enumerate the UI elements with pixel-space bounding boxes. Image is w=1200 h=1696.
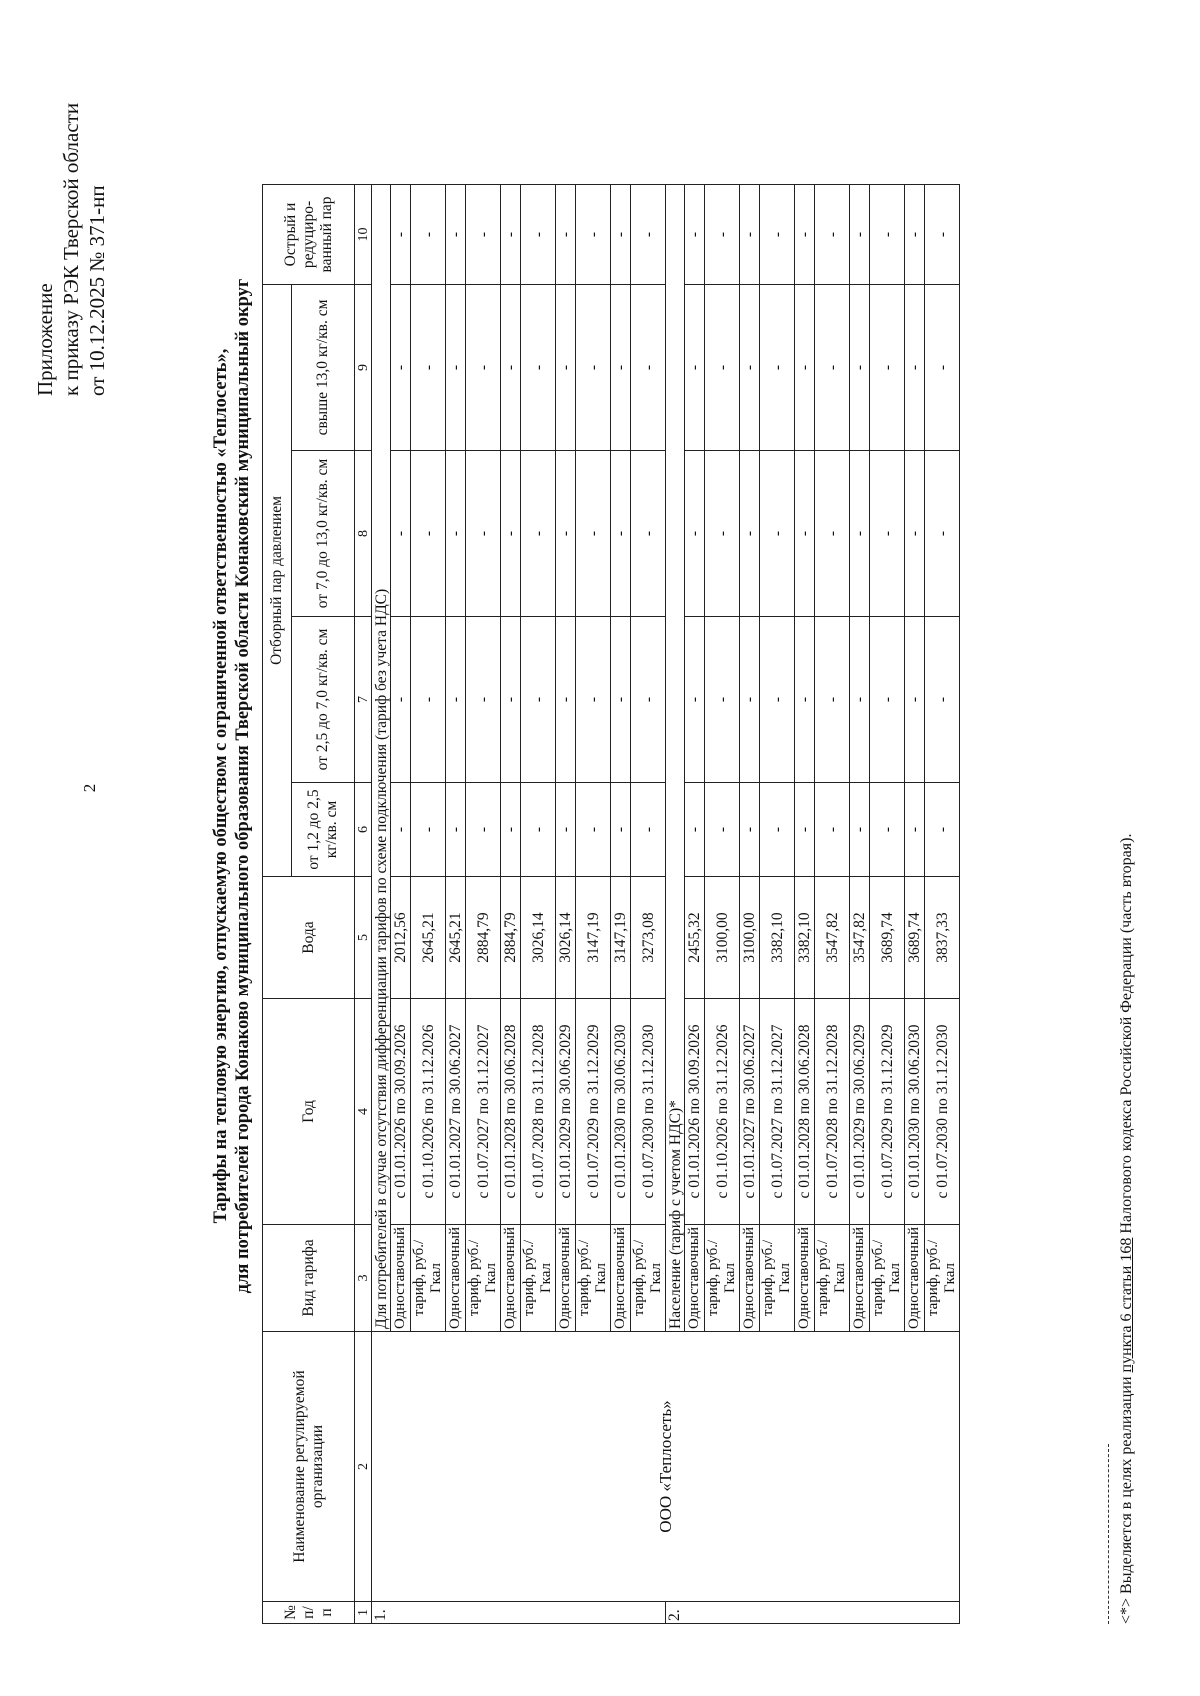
pressure-4-value: - (466, 285, 501, 451)
tariff-kind (685, 1225, 705, 1332)
pressure-1-value: - (740, 783, 760, 877)
pressure-3-value: - (556, 451, 576, 617)
water-value: 3100,00 (705, 877, 740, 999)
pressure-2-value: - (905, 617, 925, 783)
pressure-1-value: - (501, 783, 521, 877)
tariff-kind-text: Одноставочный (557, 1227, 573, 1329)
pressure-4-value: - (870, 285, 905, 451)
column-number: 2 (355, 1332, 372, 1602)
pressure-2-value: - (446, 617, 466, 783)
appendix-line: к приказу РЭК Тверской области (59, 102, 83, 396)
pressure-2-value: - (705, 617, 740, 783)
pressure-1-value: - (556, 783, 576, 877)
header-num: № п/ п (263, 1602, 355, 1624)
tariff-kind-text: тариф, руб./Гкал (815, 1239, 848, 1317)
tariff-kind (760, 1225, 795, 1332)
tariff-kind-text: Одноставочный (686, 1227, 702, 1329)
water-value: 3147,19 (611, 877, 631, 999)
pressure-4-value: - (685, 285, 705, 451)
title-line: Тарифы на тепловую энергию, отпускаемую обществом с ограниченной ответственностью «Теплосеть», (211, 348, 231, 1224)
pressure-4-value: - (905, 285, 925, 451)
pressure-4-value: - (850, 285, 870, 451)
pressure-2-value: - (815, 617, 850, 783)
column-number: 9 (355, 285, 372, 451)
pressure-4-value: - (631, 285, 666, 451)
tariff-kind-text: Одноставочный (502, 1227, 518, 1329)
header-water: Вода (263, 877, 355, 999)
appendix-header (32, 16, 110, 396)
header-year: Год (263, 999, 355, 1225)
sharp-steam-value: - (631, 185, 666, 285)
pressure-2-value: - (850, 617, 870, 783)
pressure-1-value: - (795, 783, 815, 877)
pressure-3-value: - (521, 451, 556, 617)
header-steam-group: Отборный пар давлением (263, 285, 292, 877)
header-organization: Наименование регулируемой организации (263, 1332, 355, 1602)
year-period: с 01.01.2029 по 30.06.2029 (556, 999, 576, 1225)
water-value: 3547,82 (850, 877, 870, 999)
sharp-steam-value: - (576, 185, 611, 285)
sharp-steam-value: - (815, 185, 850, 285)
tariff-kind-text: тариф, руб./Гкал (705, 1239, 738, 1317)
pressure-3-value: - (446, 451, 466, 617)
water-value: 3147,19 (576, 877, 611, 999)
tariff-kind (611, 1225, 631, 1332)
pressure-3-value: - (760, 451, 795, 617)
tariff-kind-text: тариф, руб./Гкал (521, 1239, 554, 1317)
section-label: Для потребителей в случае отсутствия дифференциации тарифов по схеме подключения (тариф без учета НДС) (372, 185, 391, 1332)
year-period: с 01.01.2028 по 30.06.2028 (501, 999, 521, 1225)
pressure-1-value: - (576, 783, 611, 877)
water-value: 2012,56 (391, 877, 411, 999)
pressure-2-value: - (925, 617, 960, 783)
pressure-3-value: - (611, 451, 631, 617)
pressure-2-value: - (631, 617, 666, 783)
section-row (372, 185, 391, 1624)
tariff-table (262, 184, 960, 1624)
year-period: с 01.01.2030 по 30.06.2030 (611, 999, 631, 1225)
water-value: 2645,21 (411, 877, 446, 999)
pressure-2-value: - (870, 617, 905, 783)
appendix-line: Приложение (33, 283, 57, 396)
tariff-kind-text: Одноставочный (851, 1227, 867, 1329)
pressure-1-value: - (446, 783, 466, 877)
tariff-kind (795, 1225, 815, 1332)
tariff-kind (925, 1225, 960, 1332)
sharp-steam-value: - (705, 185, 740, 285)
pressure-4-value: - (411, 285, 446, 451)
sharp-steam-value: - (740, 185, 760, 285)
sharp-steam-value: - (521, 185, 556, 285)
column-number: 7 (355, 617, 372, 783)
pressure-1-value: - (521, 783, 556, 877)
tariff-kind-text: тариф, руб./Гкал (411, 1239, 444, 1317)
tariff-kind (631, 1225, 666, 1332)
sharp-steam-value: - (611, 185, 631, 285)
year-period: с 01.07.2029 по 31.12.2029 (870, 999, 905, 1225)
pressure-3-value: - (740, 451, 760, 617)
year-period: с 01.01.2028 по 30.06.2028 (795, 999, 815, 1225)
sharp-steam-value: - (556, 185, 576, 285)
pressure-1-value: - (466, 783, 501, 877)
tax-code-link[interactable]: пункта 6 статьи 168 (1118, 1237, 1135, 1373)
sharp-steam-value: - (760, 185, 795, 285)
header-pressure-4: свыше 13,0 кг/кв. см (292, 285, 355, 451)
header-tariff-kind: Вид тарифа (263, 1225, 355, 1332)
footnote (1118, 834, 1136, 1624)
water-value: 3689,74 (870, 877, 905, 999)
tariff-kind (556, 1225, 576, 1332)
pressure-3-value: - (466, 451, 501, 617)
tariff-kind (815, 1225, 850, 1332)
pressure-4-value: - (556, 285, 576, 451)
water-value: 2455,32 (685, 877, 705, 999)
year-period: с 01.07.2027 по 31.12.2027 (466, 999, 501, 1225)
pressure-3-value: - (705, 451, 740, 617)
tariff-kind-text: тариф, руб./Гкал (576, 1239, 609, 1317)
year-period: с 01.07.2029 по 31.12.2029 (576, 999, 611, 1225)
year-period: с 01.01.2026 по 30.09.2026 (391, 999, 411, 1225)
tariff-kind-text: тариф, руб./Гкал (466, 1239, 499, 1317)
pressure-4-value: - (446, 285, 466, 451)
water-value: 3100,00 (740, 877, 760, 999)
sharp-steam-value: - (446, 185, 466, 285)
pressure-3-value: - (925, 451, 960, 617)
column-number: 5 (355, 877, 372, 999)
header-sharp-steam: Острый и редуциро- ванный пар (263, 185, 355, 285)
sharp-steam-value: - (685, 185, 705, 285)
year-period: с 01.01.2030 по 30.06.2030 (905, 999, 925, 1225)
water-value: 3837,33 (925, 877, 960, 999)
water-value: 3689,74 (905, 877, 925, 999)
pressure-3-value: - (905, 451, 925, 617)
footnote-divider (1108, 1444, 1109, 1624)
year-period: с 01.01.2027 по 30.06.2027 (446, 999, 466, 1225)
sharp-steam-value: - (501, 185, 521, 285)
water-value: 2884,79 (466, 877, 501, 999)
pressure-2-value: - (685, 617, 705, 783)
column-number: 1 (355, 1602, 372, 1624)
section-number: 2. (666, 1602, 960, 1624)
tariff-kind-text: Одноставочный (741, 1227, 757, 1329)
column-number: 10 (355, 185, 372, 285)
pressure-1-value: - (411, 783, 446, 877)
year-period: с 01.07.2028 по 31.12.2028 (521, 999, 556, 1225)
tariff-kind (411, 1225, 446, 1332)
pressure-4-value: - (391, 285, 411, 451)
pressure-4-value: - (576, 285, 611, 451)
pressure-1-value: - (685, 783, 705, 877)
pressure-1-value: - (815, 783, 850, 877)
appendix-line: от 10.12.2025 № 371-нп (85, 185, 109, 396)
tariff-kind (501, 1225, 521, 1332)
pressure-4-value: - (611, 285, 631, 451)
tariff-kind (905, 1225, 925, 1332)
footnote-prefix: <*> Выделяется в целях реализации (1118, 1376, 1135, 1624)
pressure-4-value: - (521, 285, 556, 451)
year-period: с 01.01.2026 по 30.09.2026 (685, 999, 705, 1225)
tariff-kind (466, 1225, 501, 1332)
pressure-3-value: - (685, 451, 705, 617)
column-number-row (355, 185, 372, 1624)
pressure-3-value: - (815, 451, 850, 617)
pressure-2-value: - (740, 617, 760, 783)
tariff-kind-text: Одноставочный (392, 1227, 408, 1329)
pressure-2-value: - (576, 617, 611, 783)
pressure-1-value: - (760, 783, 795, 877)
column-number: 3 (355, 1225, 372, 1332)
header-pressure-1: от 1,2 до 2,5 кг/кв. см (292, 783, 355, 877)
tariff-kind-text: Одноставочный (612, 1227, 628, 1329)
water-value: 3382,10 (795, 877, 815, 999)
pressure-2-value: - (391, 617, 411, 783)
year-period: с 01.10.2026 по 31.12.2026 (705, 999, 740, 1225)
sharp-steam-value: - (925, 185, 960, 285)
water-value: 3547,82 (815, 877, 850, 999)
pressure-1-value: - (870, 783, 905, 877)
tariff-kind-text: Одноставочный (796, 1227, 812, 1329)
pressure-3-value: - (795, 451, 815, 617)
pressure-4-value: - (815, 285, 850, 451)
pressure-2-value: - (795, 617, 815, 783)
tariff-kind (705, 1225, 740, 1332)
tariff-kind (446, 1225, 466, 1332)
pressure-4-value: - (925, 285, 960, 451)
tariff-kind (521, 1225, 556, 1332)
pressure-3-value: - (631, 451, 666, 617)
year-period: с 01.07.2030 по 31.12.2030 (925, 999, 960, 1225)
sharp-steam-value: - (905, 185, 925, 285)
header-pressure-3: от 7,0 до 13,0 кг/кв. см (292, 451, 355, 617)
water-value: 3026,14 (521, 877, 556, 999)
sharp-steam-value: - (466, 185, 501, 285)
tariff-kind (870, 1225, 905, 1332)
pressure-3-value: - (411, 451, 446, 617)
water-value: 3273,08 (631, 877, 666, 999)
sharp-steam-value: - (850, 185, 870, 285)
pressure-3-value: - (870, 451, 905, 617)
pressure-4-value: - (501, 285, 521, 451)
water-value: 3026,14 (556, 877, 576, 999)
pressure-2-value: - (501, 617, 521, 783)
year-period: с 01.10.2026 по 31.12.2026 (411, 999, 446, 1225)
section-label: Население (тариф с учетом НДС)* (666, 185, 685, 1332)
pressure-2-value: - (760, 617, 795, 783)
sharp-steam-value: - (870, 185, 905, 285)
pressure-2-value: - (611, 617, 631, 783)
year-period: с 01.01.2027 по 30.06.2027 (740, 999, 760, 1225)
tariff-kind (740, 1225, 760, 1332)
water-value: 3382,10 (760, 877, 795, 999)
pressure-1-value: - (925, 783, 960, 877)
pressure-1-value: - (850, 783, 870, 877)
footnote-suffix: Налогового кодекса Российской Федерации (часть вторая). (1118, 833, 1135, 1234)
year-period: с 01.07.2028 по 31.12.2028 (815, 999, 850, 1225)
pressure-1-value: - (705, 783, 740, 877)
tariff-kind (850, 1225, 870, 1332)
pressure-1-value: - (905, 783, 925, 877)
pressure-2-value: - (411, 617, 446, 783)
title-line: для потребителей города Конаково муниципального образования Тверской области Конаковский муниципальный округ (233, 278, 253, 1294)
tariff-kind-text: тариф, руб./Гкал (760, 1239, 793, 1317)
pressure-4-value: - (795, 285, 815, 451)
tariff-kind-text: тариф, руб./Гкал (631, 1239, 664, 1317)
page-number: 2 (80, 783, 99, 793)
column-number: 4 (355, 999, 372, 1225)
pressure-2-value: - (556, 617, 576, 783)
tariff-kind-text: Одноставочный (906, 1227, 922, 1329)
tariff-kind (576, 1225, 611, 1332)
year-period: с 01.07.2027 по 31.12.2027 (760, 999, 795, 1225)
pressure-2-value: - (521, 617, 556, 783)
year-period: с 01.01.2029 по 30.06.2029 (850, 999, 870, 1225)
pressure-1-value: - (391, 783, 411, 877)
organization-name: ООО «Теплосеть» (372, 1332, 960, 1602)
tariff-kind-text: тариф, руб./Гкал (870, 1239, 903, 1317)
pressure-4-value: - (760, 285, 795, 451)
water-value: 2645,21 (446, 877, 466, 999)
pressure-3-value: - (501, 451, 521, 617)
sharp-steam-value: - (391, 185, 411, 285)
table-body (372, 185, 960, 1624)
sharp-steam-value: - (795, 185, 815, 285)
tariff-kind (391, 1225, 411, 1332)
water-value: 2884,79 (501, 877, 521, 999)
section-number: 1. (372, 1602, 666, 1624)
pressure-3-value: - (576, 451, 611, 617)
column-number: 8 (355, 451, 372, 617)
pressure-1-value: - (611, 783, 631, 877)
sharp-steam-value: - (411, 185, 446, 285)
document-title (210, 6, 254, 1566)
column-number: 6 (355, 783, 372, 877)
year-period: с 01.07.2030 по 31.12.2030 (631, 999, 666, 1225)
pressure-4-value: - (705, 285, 740, 451)
pressure-2-value: - (466, 617, 501, 783)
tariff-kind-text: тариф, руб./Гкал (925, 1239, 958, 1317)
pressure-4-value: - (740, 285, 760, 451)
header-pressure-2: от 2,5 до 7,0 кг/кв. см (292, 617, 355, 783)
tariff-kind-text: Одноставочный (447, 1227, 463, 1329)
pressure-1-value: - (631, 783, 666, 877)
pressure-3-value: - (850, 451, 870, 617)
pressure-3-value: - (391, 451, 411, 617)
